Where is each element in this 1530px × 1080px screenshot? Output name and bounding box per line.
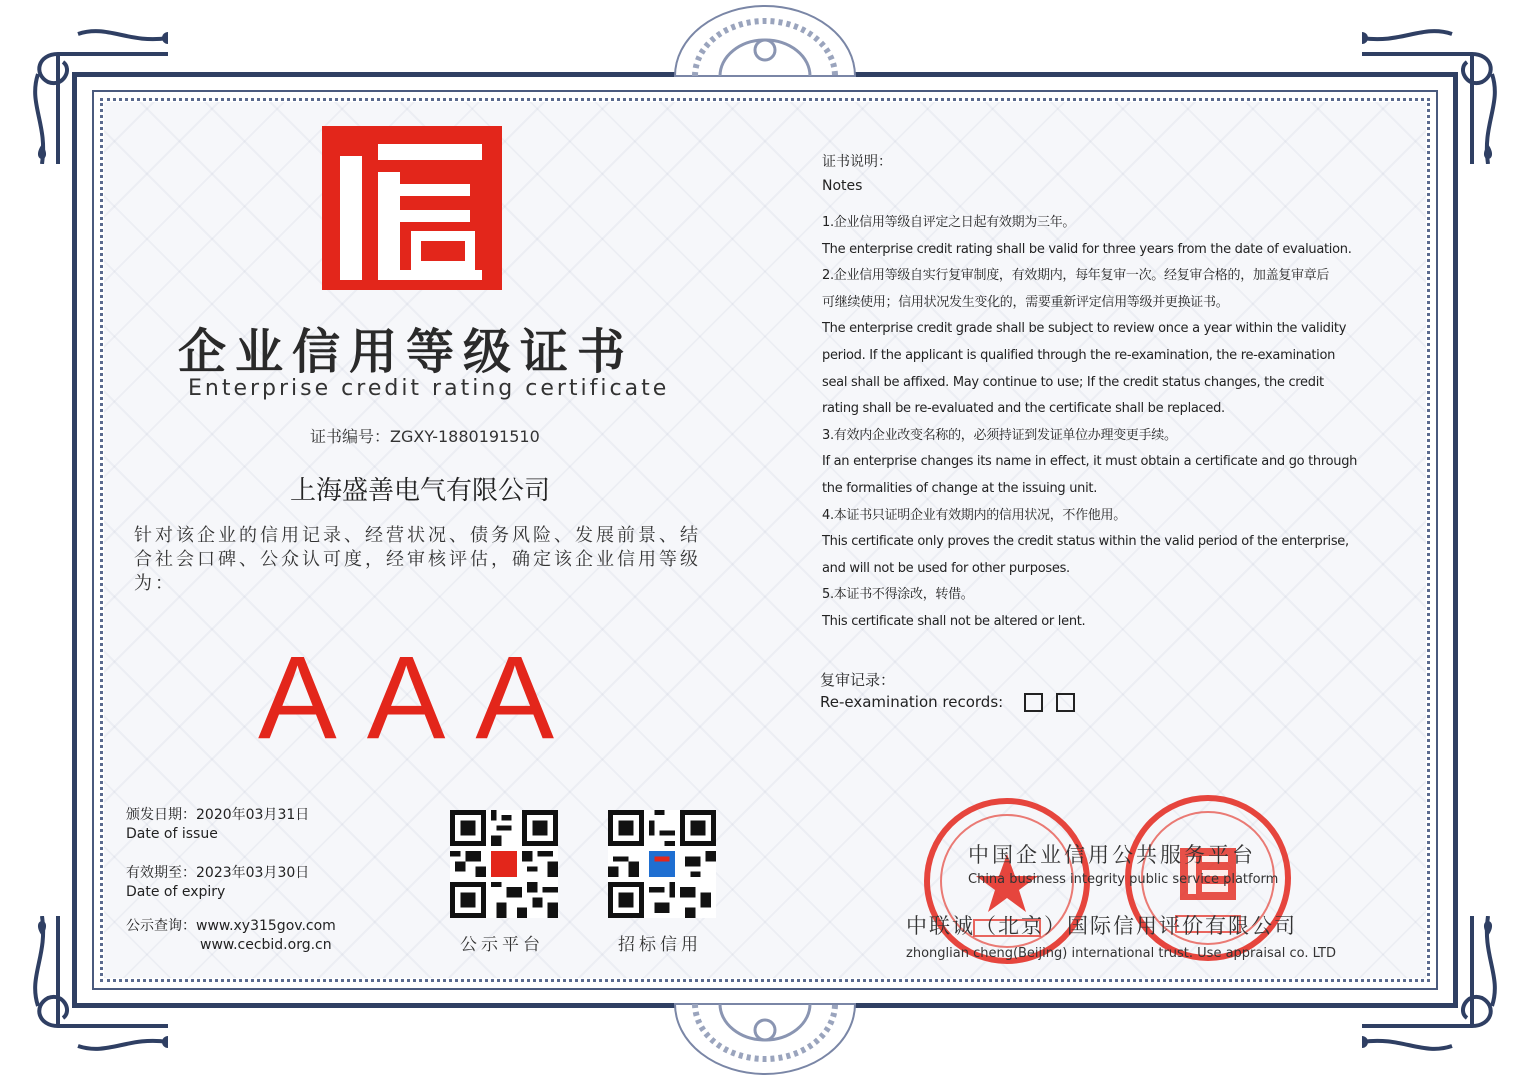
corner-ornament-top-right — [1362, 14, 1512, 164]
expiry-date-en: Date of expiry — [126, 884, 226, 900]
notes-line: period. If the applicant is qualified through the re-examination, the re-examination — [822, 347, 1336, 363]
qr-label-public-platform: 公示平台 — [460, 935, 544, 955]
query-block — [126, 917, 336, 955]
notes-line: the formalities of change at the issuing unit. — [822, 480, 1098, 496]
qr-label-bidding-credit: 招标信用 — [618, 935, 702, 955]
review-label-cn: 复审记录： — [820, 671, 896, 689]
notes-line: 5.本证书不得涂改，转借。 — [822, 587, 974, 603]
certificate-title-cn: 企业信用等级证书 — [178, 324, 635, 380]
notes-section — [822, 150, 1382, 636]
qr-code-public-platform — [450, 810, 558, 918]
issuer-2-en: zhonglian cheng(Beijing) international trust. Use appraisal co. LTD — [906, 946, 1336, 961]
notes-line: 2.企业信用等级自实行复审制度，有效期内，每年复审一次。经复审合格的，加盖复审章后 — [822, 268, 1330, 284]
query-url-1: 公示查询：www.xy315gov.com — [126, 918, 336, 934]
expiry-date-cn: 有效期至：2023年03月30日 — [126, 865, 310, 881]
review-label-en-row — [820, 691, 1075, 713]
top-medallion — [670, 0, 860, 80]
review-label-en: Re-examination records: — [820, 693, 1004, 711]
certificate-description: 针对该企业的信用记录、经营状况、债务风险、发展前景、结合社会口碑、公众认可度，经审核评估，确定该企业信用等级为： — [134, 525, 701, 594]
notes-header-en: Notes — [822, 178, 863, 194]
certificate-number: 证书编号：ZGXY-1880191510 — [310, 427, 540, 446]
notes-line: The enterprise credit grade shall be subject to review once a year within the validity — [822, 321, 1347, 337]
issue-date-block — [126, 806, 309, 844]
issue-date-en: Date of issue — [126, 826, 218, 842]
notes-line: 4.本证书只证明企业有效期内的信用状况，不作他用。 — [822, 507, 1126, 523]
notes-line: seal shall be affixed. May continue to use; If the credit status changes, the credit — [822, 374, 1324, 390]
issue-date-cn: 颁发日期：2020年03月31日 — [126, 807, 310, 823]
notes-header-cn: 证书说明： — [822, 154, 892, 170]
notes-line: 1.企业信用等级自评定之日起有效期为三年。 — [822, 215, 1076, 230]
review-checkbox-1[interactable] — [1024, 693, 1043, 712]
notes-line: This certificate shall not be altered or lent. — [822, 613, 1086, 629]
bottom-medallion — [670, 1000, 860, 1080]
corner-ornament-bottom-right — [1362, 916, 1512, 1066]
issuer-1-cn: 中国企业信用公共服务平台 — [968, 843, 1256, 867]
notes-line: The enterprise credit rating shall be valid for three years from the date of evaluation. — [822, 241, 1352, 257]
corner-ornament-top-left — [18, 14, 168, 164]
credit-seal-logo — [322, 126, 502, 290]
notes-line: 可继续使用；信用状况发生变化的，需要重新评定信用等级并更换证书。 — [822, 294, 1229, 310]
notes-line: and will not be used for other purposes. — [822, 560, 1070, 576]
review-records — [820, 669, 1075, 713]
issuer-2-cn: 中联诚（北京）国际信用评价有限公司 — [906, 914, 1297, 938]
notes-line: If an enterprise changes its name in effect, it must obtain a certificate and go through — [822, 454, 1358, 470]
company-name: 上海盛善电气有限公司 — [290, 476, 551, 506]
issuer-1-en: China business integrity public service platform — [968, 872, 1279, 887]
expiry-date-block — [126, 864, 309, 902]
notes-line: rating shall be re-evaluated and the certificate shall be replaced. — [822, 401, 1225, 417]
notes-line: 3.有效内企业改变名称的，必须持证到发证单位办理变更手续。 — [822, 427, 1177, 443]
review-checkbox-2[interactable] — [1056, 693, 1075, 712]
qr-code-bidding-credit — [608, 810, 716, 918]
notes-line: This certificate only proves the credit status within the valid period of the enterprise, — [822, 534, 1349, 550]
certificate-title-en: Enterprise credit rating certificate — [188, 376, 670, 401]
credit-rating: AAA — [258, 632, 585, 764]
query-url-2: www.cecbid.org.cn — [200, 937, 332, 953]
